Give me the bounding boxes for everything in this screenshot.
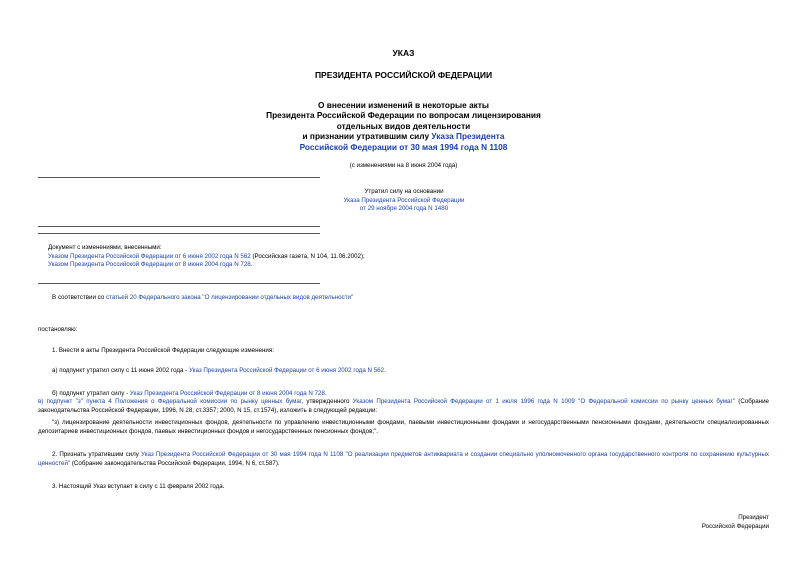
subparagraph-v-regulation-link[interactable]: в) подпункт "з" пункта 4 Положения о Федеральной комиссии по рынку ценных бумаг	[38, 398, 302, 405]
decree-1009-link[interactable]: Указом Президента Российской Федерации от 1 июля 1996 года N 1009 "О Федеральной комиссии по рынку ценных бумаг"	[352, 398, 735, 405]
title-repealed-decree-link[interactable]: Указа Президента	[431, 131, 505, 142]
separator-line	[38, 283, 320, 284]
paragraph-2-source: (Собрание законодательства Российской Федерации, 1994, N 6, ст.587).	[70, 459, 280, 467]
amendment-item	[48, 261, 468, 270]
title-line	[0, 131, 807, 141]
amendments-intro: Документ с изменениями, внесенными:	[48, 244, 162, 251]
paragraph-3: 3. Настоящий Указ вступает в силу с 11 февраля 2002 года.	[52, 483, 225, 490]
document-issuer: ПРЕЗИДЕНТА РОССИЙСКОЙ ФЕДЕРАЦИИ	[314, 70, 493, 80]
title-line-text: и признании утратившим силу	[302, 131, 432, 142]
amendment-link-728[interactable]: Указом Президента Российской Федерации от 8 июня 2004 года N 728	[48, 261, 251, 269]
validity-line: Утратил силу на основании	[364, 188, 444, 195]
title-repealed-decree-link-cont[interactable]: Российской Федерации от 30 мая 1994 года N 1108	[299, 141, 508, 152]
paragraph-2-text: 2. Признать утратившим силу	[52, 451, 142, 458]
decree-1108-link[interactable]: Указ Президента Российской Федерации от 30 мая 1994 года N 1108 "О реализации предметов антиквариата и создании специально уполномоченного органа государственного контроля по сохранению культурных ценностей"	[38, 451, 769, 467]
subparagraph-a-text: а) подпункт утратил силу с 11 июня 2002 года -	[52, 367, 189, 374]
document-title	[0, 100, 807, 152]
document-heading: УКАЗ	[392, 48, 415, 58]
amendments-block	[48, 244, 468, 270]
amendment-source: (Российская газета, N 104, 11.06.2002);	[250, 252, 365, 260]
repealing-decree-date-link[interactable]: от 29 ноября 2004 года N 1480	[359, 205, 449, 213]
subparagraph-b-tail: .	[324, 390, 327, 397]
subparagraph-a-link[interactable]: Указ Президента Российской Федерации от 6 июня 2002 года N 562	[188, 367, 385, 374]
title-line: отдельных видов деятельности	[336, 120, 471, 131]
subparagraph-v-text: , утвержденного	[301, 398, 353, 405]
decree-word: постановляю:	[38, 326, 78, 333]
paragraph-1: 1. Внести в акты Президента Российской Федерации следующие изменения:	[52, 347, 274, 354]
subparagraph-b-text: б) подпункт утратил силу -	[52, 390, 130, 397]
paragraph-2	[38, 451, 769, 468]
separator-line	[38, 233, 320, 234]
amendment-link-562[interactable]: Указом Президента Российской Федерации от 6 июня 2002 года N 562	[48, 252, 251, 260]
federal-law-link[interactable]: статьей 20 Федерального закона "О лицензировании отдельных видов деятельности"	[105, 294, 354, 301]
subparagraph-v	[38, 398, 769, 415]
title-line: Президента Российской Федерации по вопросам лицензирования	[266, 110, 541, 121]
separator-line	[38, 226, 320, 227]
amendment-tail: .	[250, 261, 253, 269]
subparagraph-b-link[interactable]: Указ Президента Российской Федерации от 8 июня 2004 года N 728	[129, 390, 325, 397]
basis-paragraph	[52, 294, 752, 303]
separator-line	[38, 177, 320, 178]
subparagraph-v-quote: "з) лицензирование деятельности инвестиционных фондов, деятельности по управлению инвестиционными фондами, паевыми инвестиционными фондами и негосударственными пенсионными фондами, деятельности специализированных депозитариев инвестиционных фондов, паевых инвестиционных фондов и негосударственных пенсионных фондов;".	[38, 419, 769, 435]
amendment-item	[48, 253, 468, 262]
subparagraph-a-tail: .	[384, 367, 386, 374]
subparagraph-v-source: (Собрание законодательства Российской Федерации, 1996, N 28, ст.3357; 2000, N 15, ст.1574), изложить в следующей редакции:	[38, 398, 769, 414]
edition-note: (с изменениями на 8 июня 2004 года)	[349, 162, 458, 169]
signature-block	[702, 514, 769, 531]
validity-note	[300, 188, 508, 214]
signature-title: Президент	[738, 514, 769, 521]
subparagraph-a	[52, 367, 752, 376]
signature-country: Российской Федерации	[701, 522, 769, 530]
title-line: О внесении изменений в некоторые акты	[318, 100, 489, 110]
repealing-decree-link[interactable]: Указа Президента Российской Федерации	[343, 196, 465, 204]
basis-text: В соответствии со	[52, 294, 106, 301]
